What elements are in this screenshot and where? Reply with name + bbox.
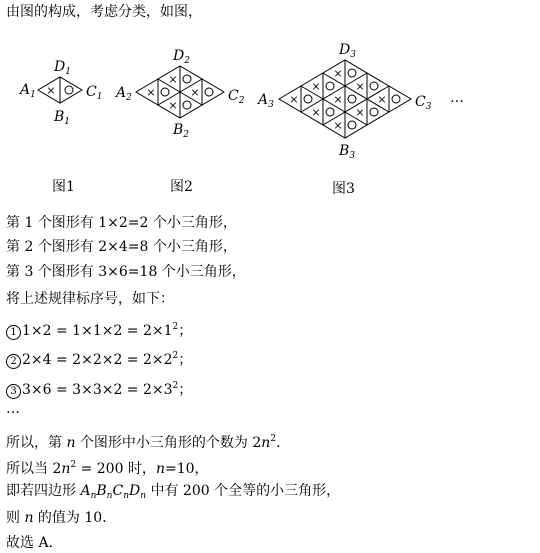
svg-text:×: ×: [377, 93, 387, 106]
equation-3: 3 $3\times 6 = 3\times 3\times 2 = 2\times 3^2$；: [6, 377, 192, 399]
fig1-label-top: $D_1$: [54, 59, 71, 77]
svg-text:×: ×: [333, 119, 343, 132]
line-quadrilateral: 即若四边形 $A_nB_nC_nD_n$ 中有 200 个全等的小三角形，: [6, 483, 341, 501]
svg-text:×: ×: [190, 86, 200, 99]
line-fig2-count: 第 2 个图形有 2×4=8 个小三角形，: [6, 239, 237, 255]
fig3-label-top: $D_3$: [339, 42, 356, 60]
fig3-label-bottom: $B_3$: [339, 143, 356, 161]
intro-text: 由图的构成，考虑分类，如图，: [6, 4, 202, 20]
figures-ellipsis: …: [450, 90, 464, 106]
fig2-caption: 图2: [170, 179, 193, 195]
svg-text:×: ×: [146, 86, 156, 99]
svg-text:×: ×: [289, 93, 299, 106]
svg-text:×: ×: [46, 84, 56, 97]
fig2-label-right: $C_2$: [228, 88, 245, 106]
equation-ellipsis: …: [6, 401, 20, 417]
svg-text:×: ×: [355, 80, 365, 93]
svg-text:×: ×: [168, 73, 178, 86]
fig2-label-left: $A_2$: [116, 85, 132, 103]
fig1-label-bottom: $B_1$: [54, 109, 71, 127]
equation-2: 2 $2\times 4 = 2\times 2\times 2 = 2\times 2^2$；: [6, 347, 192, 369]
fig3-label-right: $C_3$: [415, 94, 432, 112]
circled-number-2: 2: [6, 354, 21, 369]
svg-text:×: ×: [333, 93, 343, 106]
fig2-label-bottom: $B_2$: [173, 122, 190, 140]
equation-1: 1 $1\times 2 = 1\times 1\times 2 = 2\times 1^2$；: [6, 318, 192, 340]
line-pattern-intro: 将上述规律标序号，如下：: [6, 291, 174, 307]
fig1-caption: 图1: [52, 179, 75, 195]
fig1-label-left: $A_1$: [20, 82, 36, 100]
fig2-label-top: $D_2$: [173, 48, 190, 66]
fig3-caption: 图3: [332, 181, 355, 197]
figure-3-rhombus: [279, 60, 411, 138]
line-fig1-count: 第 1 个图形有 1×2=2 个小三角形，: [6, 215, 237, 231]
fig3-label-left: $A_3$: [258, 92, 274, 110]
line-solve: 所以当 $2n^2 = 200$ 时，n=10，: [6, 460, 209, 477]
svg-text:×: ×: [168, 99, 178, 112]
circled-number-1: 1: [6, 325, 21, 340]
svg-text:×: ×: [311, 80, 321, 93]
svg-text:×: ×: [333, 67, 343, 80]
line-fig3-count: 第 3 个图形有 3×6=18 个小三角形，: [6, 264, 246, 280]
circled-number-3: 3: [6, 384, 21, 399]
figures-diagram: [0, 30, 540, 230]
line-conclusion: 所以，第 n 个图形中小三角形的个数为 $2n^2$．: [6, 434, 291, 451]
line-n-value: 则 n 的值为 10．: [6, 510, 117, 526]
figure-1-rhombus: [38, 77, 82, 103]
answer-line: 故选 A．: [6, 535, 63, 551]
svg-text:×: ×: [355, 106, 365, 119]
svg-text:×: ×: [311, 106, 321, 119]
fig1-label-right: $C_1$: [86, 84, 103, 102]
